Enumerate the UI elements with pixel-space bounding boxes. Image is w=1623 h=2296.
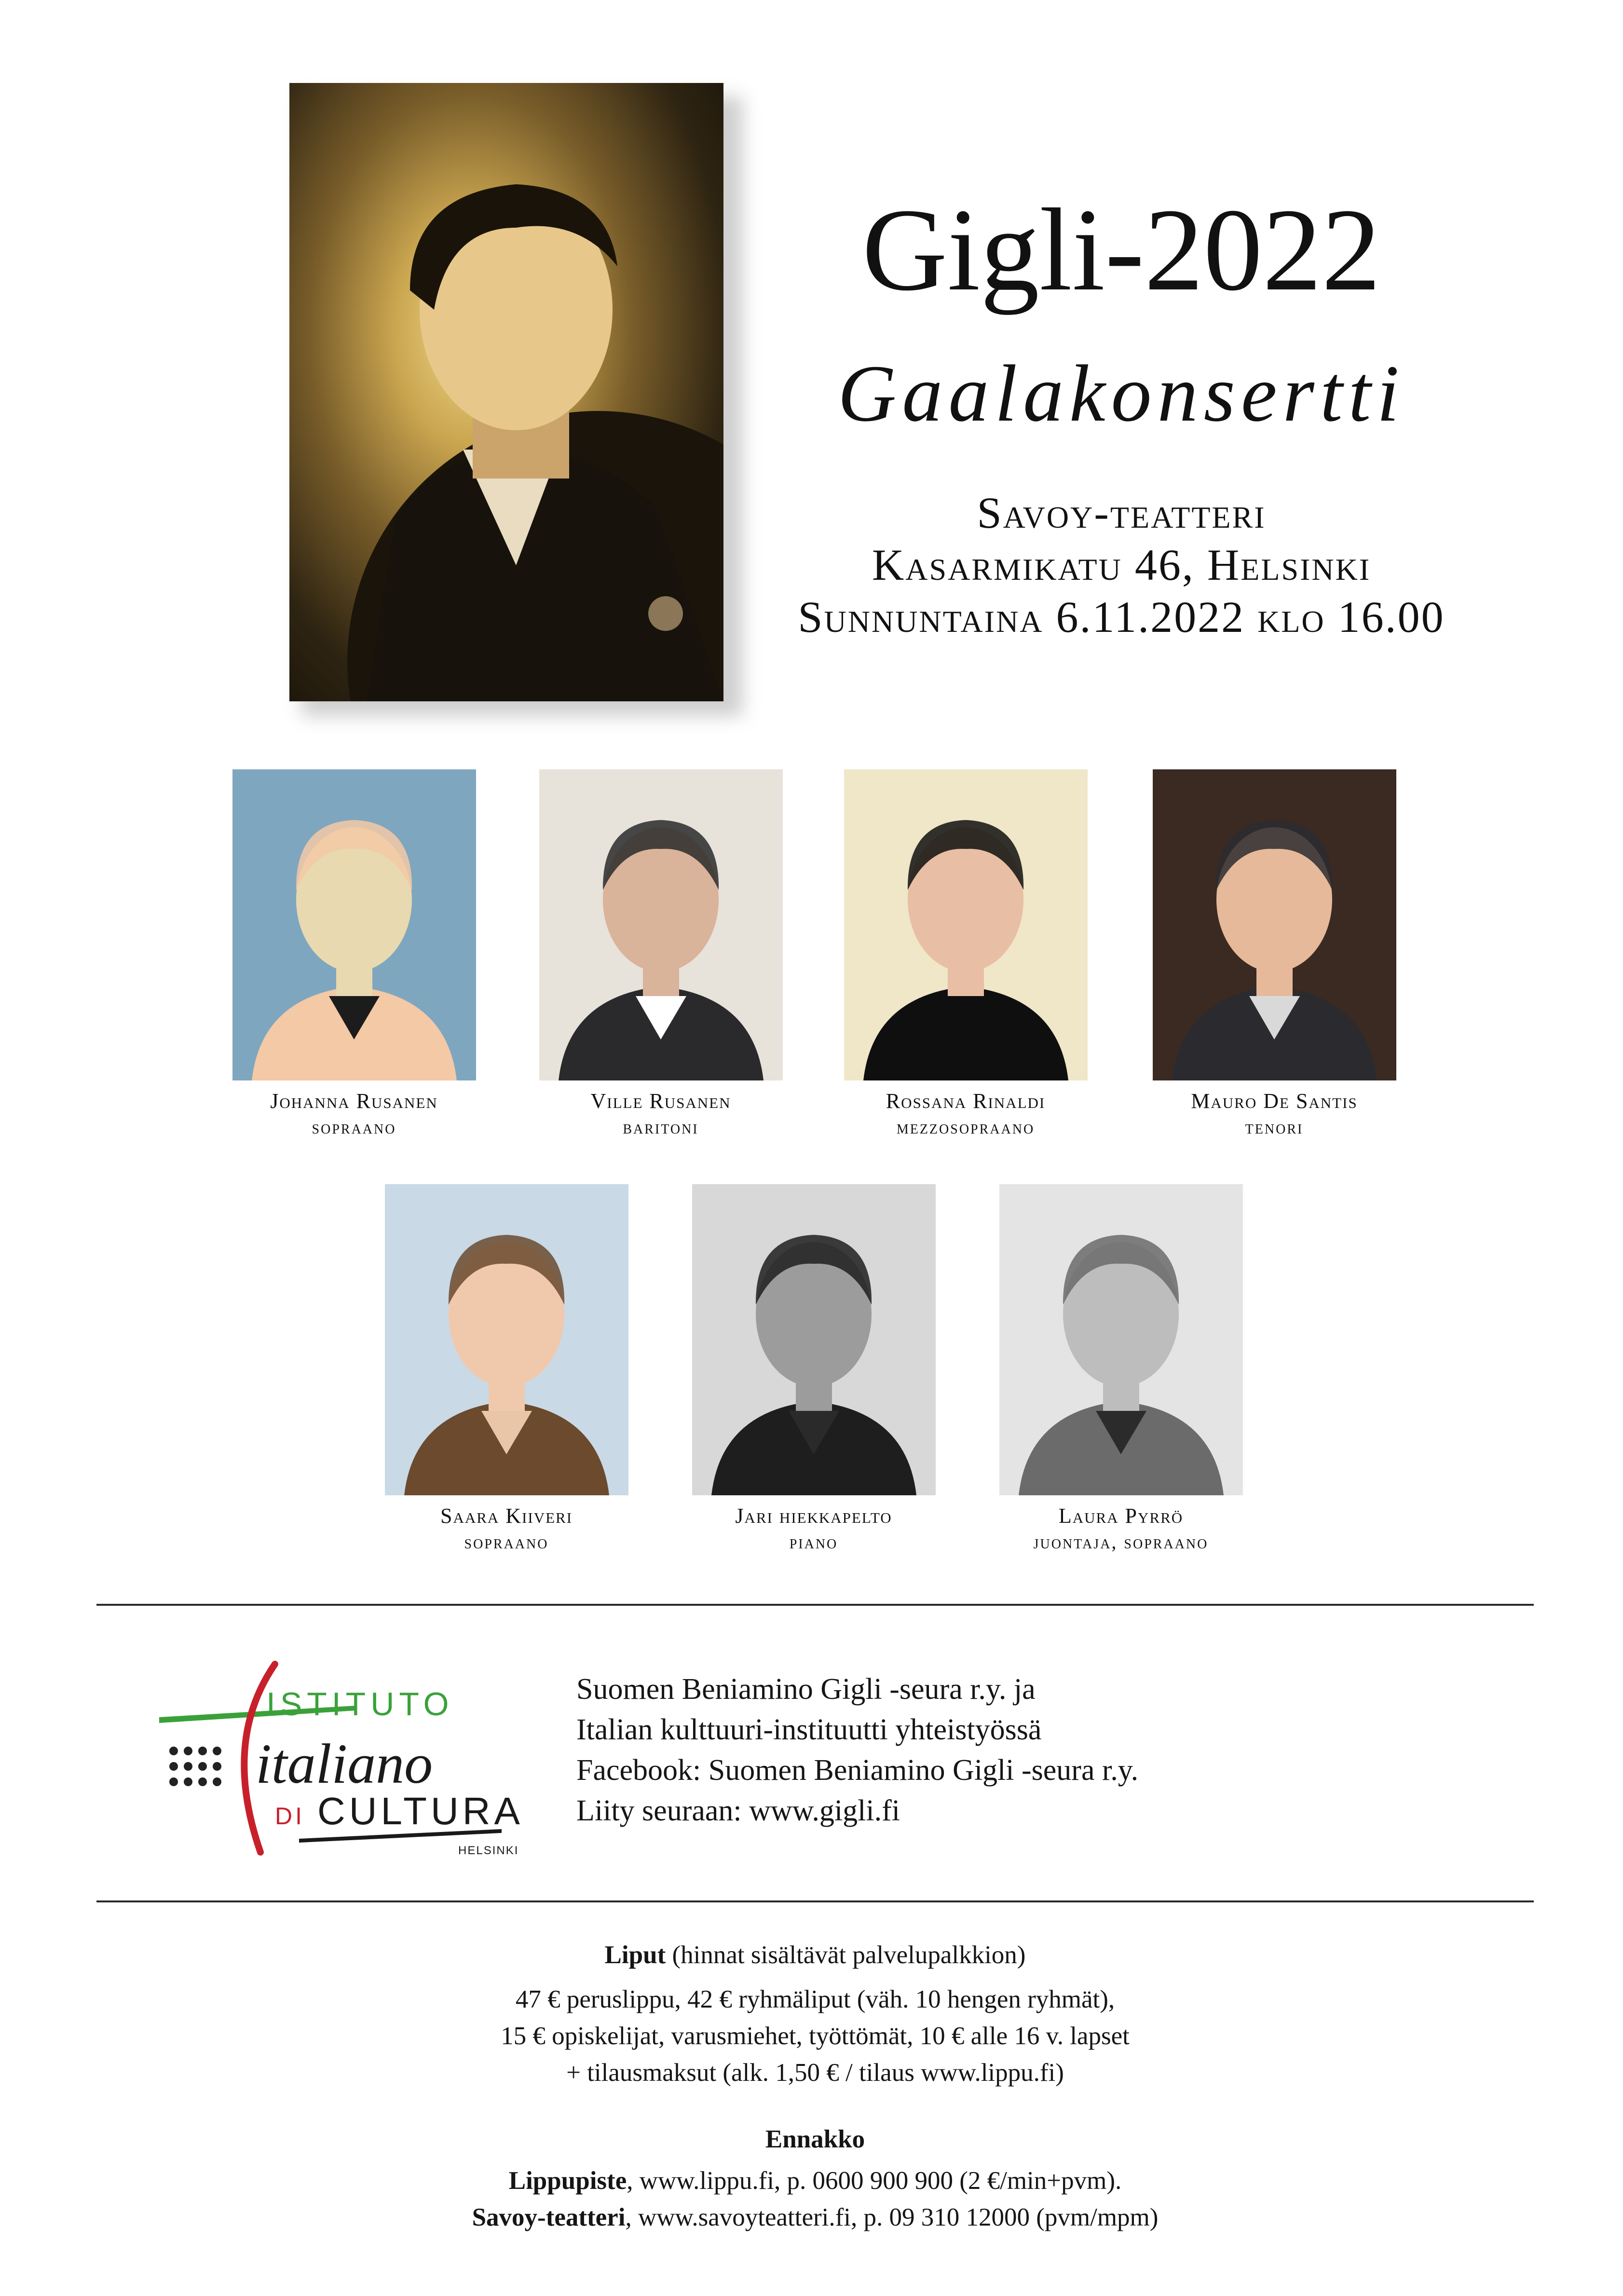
presale-2-name: Savoy-teatteri — [472, 2203, 626, 2231]
performer-name: Saara Kiiveri — [440, 1504, 573, 1528]
presale-line-2 — [96, 2199, 1534, 2236]
venue-name: Savoy-teatteri — [977, 488, 1266, 537]
performer-photo — [692, 1184, 936, 1495]
presale-heading-line — [96, 2121, 1534, 2158]
performer-caption — [821, 1088, 1110, 1140]
presale-1-details: , www.lippu.fi, p. 0600 900 900 (2 €/min+pvm). — [627, 2167, 1122, 2195]
performer-photo — [999, 1184, 1243, 1495]
logo-word-istituto: ISTITUTO — [266, 1686, 454, 1722]
performer-caption — [1130, 1088, 1419, 1140]
performer-name: Ville Rusanen — [590, 1089, 731, 1113]
join-link-line: Liity seuraan: www.gigli.fi — [576, 1794, 900, 1827]
performer-role: mezzosopraano — [896, 1116, 1035, 1138]
performer-name: Laura Pyrrö — [1058, 1504, 1184, 1528]
performer-caption — [669, 1503, 958, 1555]
performer-photo — [539, 769, 783, 1080]
facebook-line: Facebook: Suomen Beniamino Gigli -seura r.y. — [576, 1754, 1139, 1787]
ticket-heading-note: (hinnat sisältävät palvelupalkkion) — [672, 1941, 1026, 1969]
presale-2-details: , www.savoyteatteri.fi, p. 09 310 12000 (pvm/mpm) — [625, 2203, 1159, 2231]
venue-address: Kasarmikatu 46, Helsinki — [872, 540, 1371, 589]
ticket-heading-line — [96, 1937, 1534, 1973]
presale-line-1 — [96, 2162, 1534, 2199]
logo-word-italiano: italiano — [256, 1732, 433, 1795]
istituto-italiano-logo — [154, 1659, 526, 1862]
performer-photo — [844, 769, 1088, 1080]
price-line-2: 15 € opiskelijat, varusmiehet, työttömät, 10 € alle 16 v. lapset — [501, 2022, 1130, 2050]
performer-name: Jari hiekkapelto — [735, 1504, 892, 1528]
performer-name: Rossana Rinaldi — [886, 1089, 1046, 1113]
ticket-heading: Liput — [604, 1941, 666, 1969]
divider-bottom — [96, 1900, 1534, 1902]
logo-city: HELSINKI — [458, 1844, 519, 1857]
performer-name: Johanna Rusanen — [270, 1089, 438, 1113]
performer-role: sopraano — [312, 1116, 396, 1138]
performer-caption — [209, 1088, 499, 1140]
performer-photo — [232, 769, 476, 1080]
performer-role: baritoni — [623, 1116, 699, 1138]
performer-photo — [1153, 769, 1396, 1080]
organizer-line-2: Italian kulttuuri-instituutti yhteistyössä — [576, 1713, 1042, 1746]
poster-title: Gigli-2022 — [862, 184, 1381, 315]
logo-word-cultura: CULTURA — [317, 1790, 524, 1832]
hero-portrait-photo — [289, 83, 723, 701]
performer-caption — [516, 1088, 805, 1140]
performer-photo — [385, 1184, 628, 1495]
performer-role: juontaja, sopraano — [1033, 1531, 1209, 1553]
organizer-line-1: Suomen Beniamino Gigli -seura r.y. ja — [576, 1673, 1036, 1706]
poster-subtitle: Gaalakonsertti — [838, 349, 1405, 438]
performer-caption — [976, 1503, 1266, 1555]
performer-role: piano — [789, 1531, 838, 1553]
price-line-3: + tilausmaksut (alk. 1,50 € / tilaus www.lippu.fi) — [566, 2059, 1064, 2087]
price-line-1: 47 € peruslippu, 42 € ryhmäliput (väh. 10 hengen ryhmät), — [515, 1985, 1115, 2013]
divider-top — [96, 1604, 1534, 1606]
performer-name: Mauro De Santis — [1191, 1089, 1358, 1113]
performer-caption — [362, 1503, 651, 1555]
presale-heading: Ennakko — [765, 2125, 865, 2153]
performer-role: tenori — [1245, 1116, 1304, 1138]
presale-1-name: Lippupiste — [508, 2167, 627, 2195]
event-datetime: Sunnuntaina 6.11.2022 klo 16.00 — [798, 592, 1445, 642]
performer-role: sopraano — [464, 1531, 549, 1553]
ticket-info — [96, 1937, 1534, 2236]
logo-word-di: DI — [275, 1803, 305, 1830]
organizer-info — [576, 1669, 1493, 1831]
